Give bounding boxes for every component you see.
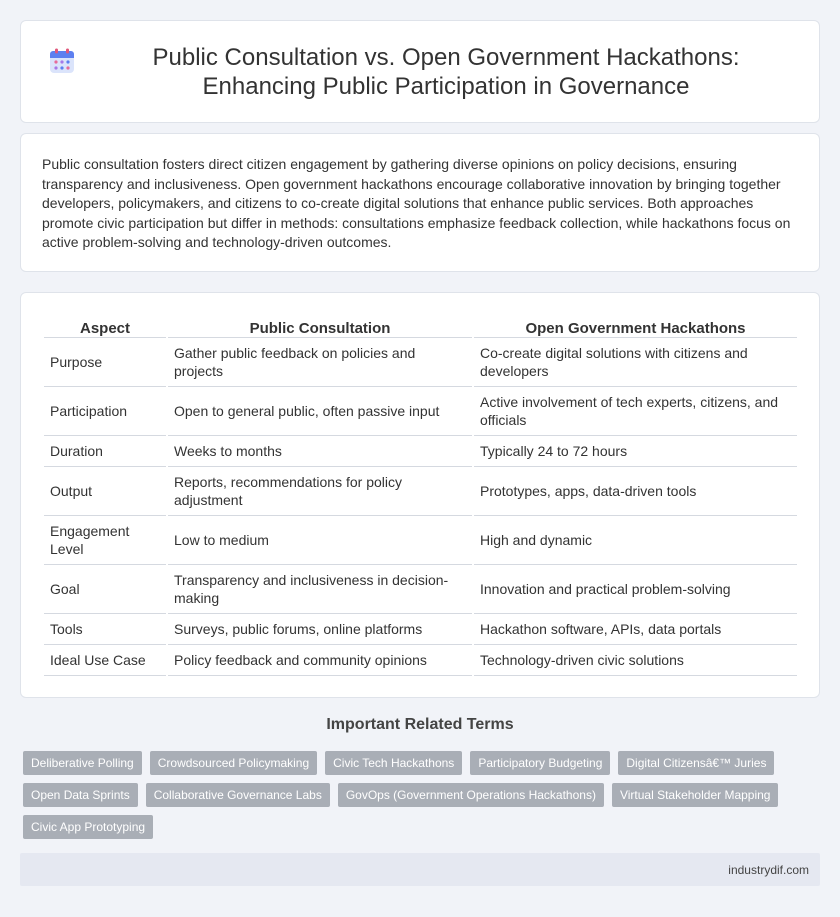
header-open-government-hackathons: Open Government Hackathons [474,311,797,338]
table-row [44,565,797,614]
row-aspect: Purpose [44,338,166,387]
header-aspect: Aspect [44,311,166,338]
related-term-tag[interactable]: Deliberative Polling [23,751,142,775]
row-aspect: Engagement Level [44,516,166,565]
footer [20,853,820,886]
related-term-tag[interactable]: Civic App Prototyping [23,815,153,839]
row-aspect: Participation [44,387,166,436]
row-hackathons: Active involvement of tech experts, citizens, and officials [474,387,797,436]
row-aspect: Tools [44,614,166,645]
related-term-tag[interactable]: Crowdsourced Policymaking [150,751,317,775]
row-public-consultation: Open to general public, often passive input [168,387,472,436]
table-row [44,516,797,565]
page-title: Public Consultation vs. Open Government Hackathons: Enhancing Public Participation in Governance [152,44,740,100]
table-row [44,436,797,467]
table-row [44,614,797,645]
table-row [44,338,797,387]
row-public-consultation: Policy feedback and community opinions [168,645,472,676]
comparison-card [20,292,820,698]
row-hackathons: Technology-driven civic solutions [474,645,797,676]
row-public-consultation: Weeks to months [168,436,472,467]
related-term-tag[interactable]: Participatory Budgeting [470,751,610,775]
comparison-table [42,311,799,676]
intro-card [20,133,820,272]
row-hackathons: Co-create digital solutions with citizens and developers [474,338,797,387]
row-public-consultation: Transparency and inclusiveness in decision-making [168,565,472,614]
header-public-consultation: Public Consultation [168,311,472,338]
table-row [44,645,797,676]
title-card [20,20,820,123]
row-aspect: Duration [44,436,166,467]
row-hackathons: Hackathon software, APIs, data portals [474,614,797,645]
related-term-tag[interactable]: Open Data Sprints [23,783,138,807]
row-public-consultation: Reports, recommendations for policy adjustment [168,467,472,516]
footer-site-link[interactable]: industrydif.com [728,863,809,877]
related-term-tag[interactable]: Civic Tech Hackathons [325,751,462,775]
row-hackathons: Typically 24 to 72 hours [474,436,797,467]
related-term-tag[interactable]: GovOps (Government Operations Hackathons) [338,783,604,807]
related-terms-list [23,751,813,839]
related-term-tag[interactable]: Virtual Stakeholder Mapping [612,783,779,807]
related-term-tag[interactable]: Digital Citizensâ€™ Juries [618,751,774,775]
row-aspect: Goal [44,565,166,614]
calendar-icon [49,48,75,74]
table-row [44,467,797,516]
row-public-consultation: Gather public feedback on policies and projects [168,338,472,387]
related-term-tag[interactable]: Collaborative Governance Labs [146,783,330,807]
row-aspect: Output [44,467,166,516]
table-row [44,387,797,436]
row-hackathons: High and dynamic [474,516,797,565]
row-public-consultation: Low to medium [168,516,472,565]
related-terms-heading: Important Related Terms [326,716,514,733]
intro-paragraph: Public consultation fosters direct citizen engagement by gathering diverse opinions on policy decisions, ensuring transparency and inclusiveness. Open government hackathons encourage collaborative innovation by bringing together developers, policymakers, and citizens to co-create digital solutions that enhance public services. Both approaches promote civic participation but differ in methods: consultations emphasize feedback collection, while hackathons focus on active problem-solving and technology-driven outcomes. [42,156,791,251]
row-hackathons: Innovation and practical problem-solving [474,565,797,614]
row-hackathons: Prototypes, apps, data-driven tools [474,467,797,516]
row-public-consultation: Surveys, public forums, online platforms [168,614,472,645]
table-header-row [44,311,797,338]
row-aspect: Ideal Use Case [44,645,166,676]
